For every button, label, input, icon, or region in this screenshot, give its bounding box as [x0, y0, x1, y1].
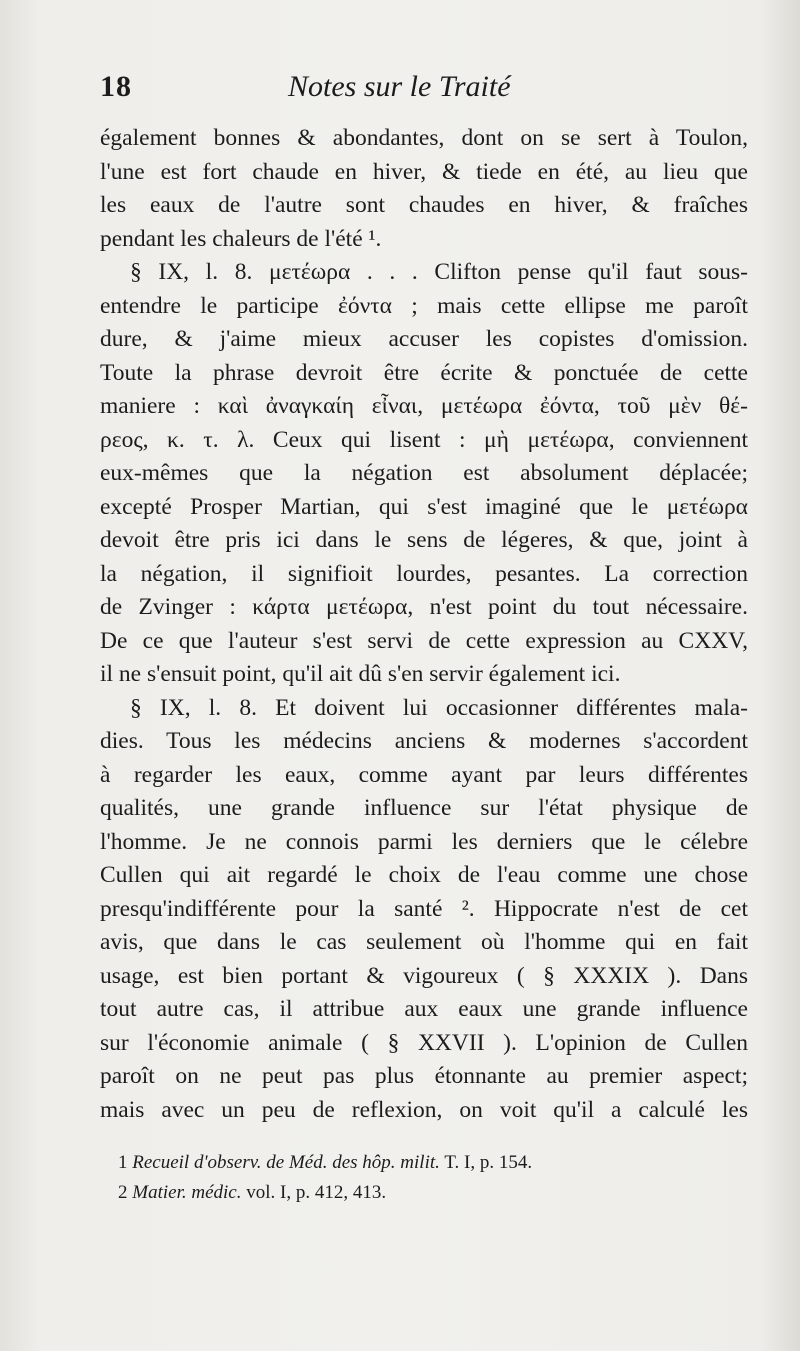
text-line: ρεος, κ. τ. λ. Ceux qui lisent : μὴ μετέωρα, conviennent	[100, 426, 748, 453]
text-line: maniere : καὶ ἀναγκαίη εἶναι, μετέωρα ἐόντα, τοῦ μὲν θέ-	[100, 393, 748, 419]
text-line: entendre le participe ἐόντα ; mais cette ellipse me paroît	[100, 292, 748, 319]
text-line: mais avec un peu de reflexion, on voit qu'il a calculé les	[100, 1096, 748, 1123]
text-line: avis, que dans le cas seulement où l'homme qui en fait	[100, 929, 748, 955]
text-line: tout autre cas, il attribue aux eaux une grande influence	[100, 996, 748, 1022]
footnote-reference: T. I, p. 154.	[444, 1152, 533, 1173]
footnotes	[118, 1148, 738, 1208]
text-line: usage, est bien portant & vigoureux ( § XXXIX ). Dans	[100, 962, 748, 989]
text-line: paroît on ne peut pas plus étonnante au premier aspect;	[100, 1063, 748, 1089]
text-line: l'homme. Je ne connois parmi les derniers que le célebre	[100, 828, 748, 855]
footnote-number: 1	[118, 1152, 128, 1173]
footnote-number: 2	[118, 1182, 128, 1203]
text-line: devoit être pris ici dans le sens de légeres, & que, joint à	[100, 527, 748, 553]
page-number: 18	[100, 70, 132, 103]
body-text	[100, 122, 748, 1127]
text-line: sur l'économie animale ( § XXVII ). L'opinion de Cullen	[100, 1029, 748, 1056]
text-line: à regarder les eaux, comme ayant par leurs différentes	[100, 761, 748, 788]
text-line: De ce que l'auteur s'est servi de cette expression au CXXV,	[100, 627, 748, 654]
footnote	[118, 1148, 738, 1178]
running-title: Notes sur le Traité	[288, 70, 511, 103]
text-line: les eaux de l'autre sont chaudes en hiver, & fraîches	[100, 192, 748, 218]
text-line: Toute la phrase devroit être écrite & ponctuée de cette	[100, 359, 748, 386]
text-line: il ne s'ensuit point, qu'il ait dû s'en servir également ici.	[100, 661, 621, 687]
footnote	[118, 1178, 738, 1208]
text-line: Cullen qui ait regardé le choix de l'eau comme une chose	[100, 862, 748, 888]
footnote-reference: vol. I, p. 412, 413.	[246, 1182, 387, 1203]
page-header	[100, 70, 740, 110]
text-line: § IX, l. 8. Et doivent lui occasionner différentes mala-	[130, 694, 748, 721]
text-line: § IX, l. 8. μετέωρα . . . Clifton pense qu'il faut sous-	[130, 259, 748, 285]
text-line: également bonnes & abondantes, dont on se sert à Toulon,	[100, 125, 748, 151]
text-line: la négation, il signifioit lourdes, pesantes. La correction	[100, 560, 748, 587]
footnote-title: Recueil d'observ. de Méd. des hôp. milit.	[132, 1152, 440, 1173]
text-line: pendant les chaleurs de l'été ¹.	[100, 225, 382, 252]
text-line: eux-mêmes que la négation est absolument déplacée;	[100, 460, 748, 486]
text-line: dies. Tous les médecins anciens & modernes s'accordent	[100, 728, 748, 754]
text-line: dure, & j'aime mieux accuser les copistes d'omission.	[100, 326, 748, 352]
text-line: qualités, une grande influence sur l'état physique de	[100, 795, 748, 821]
text-line: l'une est fort chaude en hiver, & tiede en été, au lieu que	[100, 158, 748, 185]
text-line: excepté Prosper Martian, qui s'est imaginé que le μετέωρα	[100, 493, 748, 520]
text-line: de Zvinger : κάρτα μετέωρα, n'est point du tout nécessaire.	[100, 594, 748, 620]
footnote-title: Matier. médic.	[132, 1182, 242, 1203]
text-line: presqu'indifférente pour la santé ². Hippocrate n'est de cet	[100, 895, 748, 922]
